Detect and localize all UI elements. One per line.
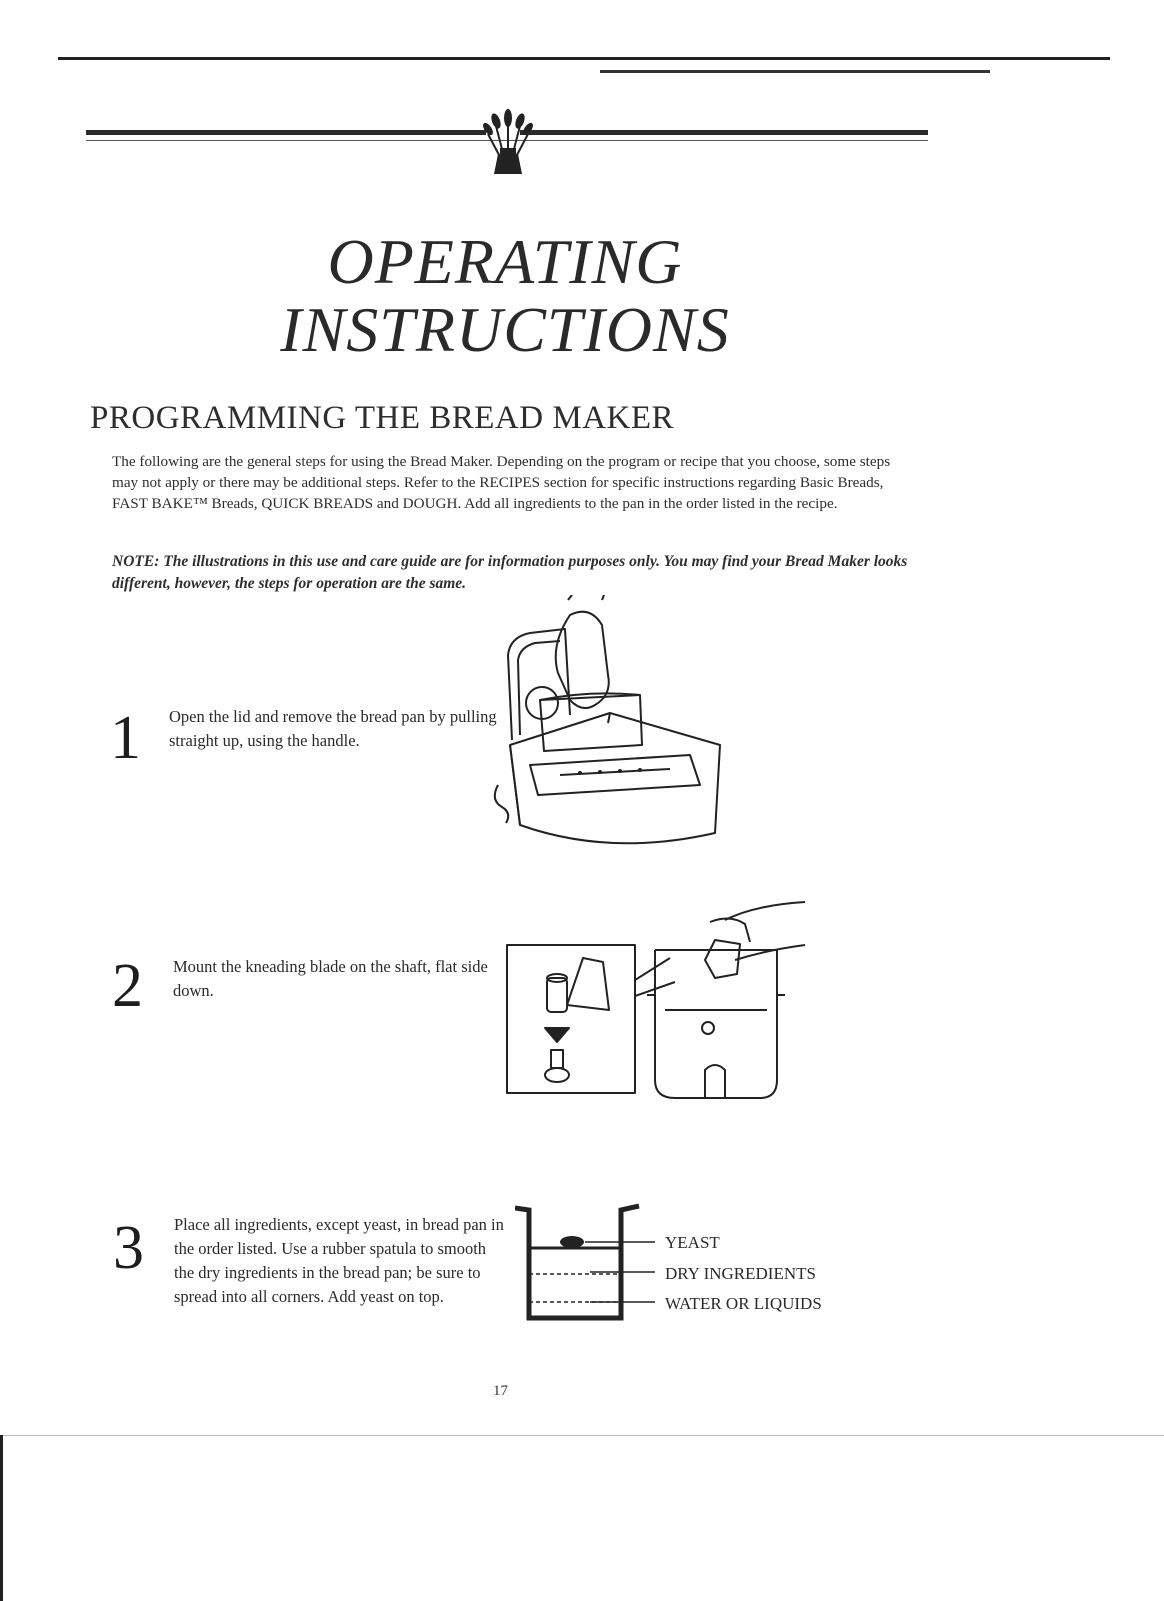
kneading-blade-mount-icon (505, 900, 810, 1105)
layer-label-dry-ingredients: DRY INGREDIENTS (665, 1264, 816, 1283)
step-2-number: 2 (112, 952, 143, 1020)
layer-label-water-or-liquids: WATER OR LIQUIDS (665, 1294, 822, 1313)
intro-paragraph: The following are the general steps for using the Bread Maker. Depending on the program or recipe that you choose, some steps may not apply or there may be additional steps. Refer to the RECIPES section for specific instructions regarding Basic Breads, FAST BAKE™ Breads, QUICK BREADS and DOUGH. Add all ingredients to the pan in the order listed in the recipe. (112, 453, 891, 512)
bread-maker-lid-open-icon (490, 595, 760, 863)
step-1-number: 1 (110, 704, 141, 772)
section-heading: PROGRAMMING THE BREAD MAKER (90, 400, 675, 436)
step-2-text: Mount the kneading blade on the shaft, flat side down. (173, 957, 488, 1000)
wheat-sheaf-icon (478, 104, 538, 176)
page-title-line-1: OPERATING (327, 226, 683, 297)
top-rule (58, 57, 1110, 60)
step-1-text: Open the lid and remove the bread pan by pulling straight up, using the handle. (169, 707, 497, 750)
layer-label-yeast: YEAST (665, 1233, 720, 1252)
page-title-line-2: INSTRUCTIONS (280, 294, 730, 365)
ornament-rule-left (86, 130, 486, 135)
ingredient-layers-icon (515, 1198, 655, 1332)
step-3-text: Place all ingredients, except yeast, in bread pan in the order listed. Use a rubber spatula to smooth the dry ingredients in the bread pan; be sure to spread into all corners. Add yeast on top. (174, 1215, 504, 1306)
note-paragraph: NOTE: The illustrations in this use and care guide are for information purposes only. You may find your Bread Maker looks different, however, the steps for operation are the same. (112, 553, 908, 592)
scan-edge-bar (0, 1435, 3, 1601)
page-bottom-edge (0, 1435, 1164, 1436)
step-3-number: 3 (113, 1214, 144, 1282)
page-number: 17 (493, 1383, 508, 1399)
ornament-rule-right (520, 130, 928, 135)
top-rule-secondary (600, 70, 990, 73)
